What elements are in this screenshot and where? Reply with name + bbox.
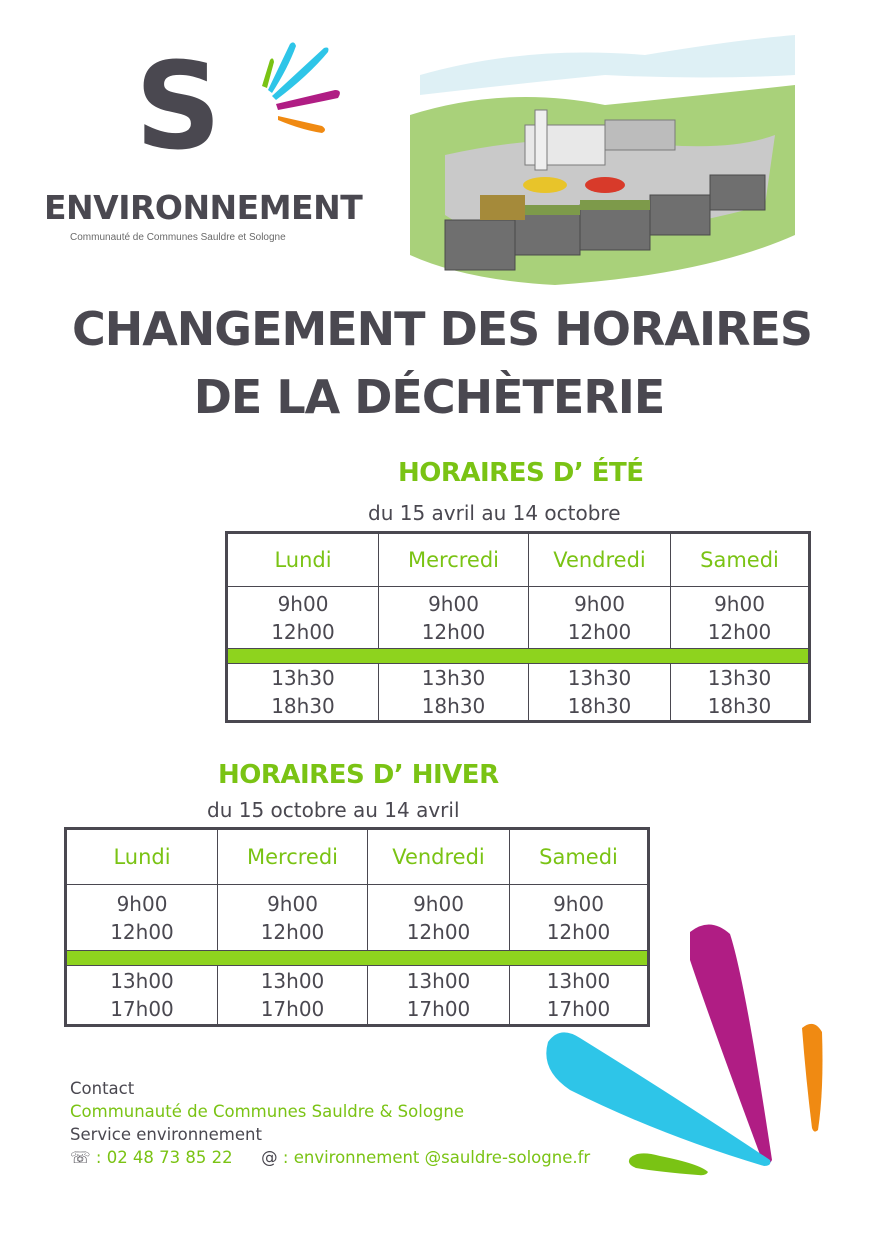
afternoon-row [227,664,810,722]
lunch-break-separator [227,649,810,664]
time-cell: 9h00 12h00 [227,587,379,649]
summer-title: HORAIRES D’ ÉTÉ [398,458,644,488]
contact-heading: Contact [70,1079,135,1098]
headline-line1: CHANGEMENT DES HORAIRES [71,302,813,356]
contact-email[interactable]: : environnement @sauldre-sologne.fr [282,1148,591,1167]
day-wednesday: Mercredi [218,829,368,885]
contact-line [70,1147,590,1169]
day-monday: Lundi [66,829,218,885]
time-cell: 13h00 17h00 [66,966,218,1026]
time-cell: 9h00 12h00 [671,587,810,649]
time-cell: 13h00 17h00 [218,966,368,1026]
contact-organization: Communauté de Communes Sauldre & Sologne [70,1102,465,1121]
time-cell: 9h00 12h00 [510,885,649,951]
headline-line2: DE LA DÉCHÈTERIE [193,370,665,424]
time-cell: 13h30 18h30 [529,664,671,722]
day-wednesday: Mercredi [379,533,529,587]
table-header-row [227,533,810,587]
winter-range: du 15 octobre au 14 avril [207,798,460,822]
logo-wordmark: ENVIRONNEMENT [44,188,363,227]
day-saturday: Samedi [671,533,810,587]
logo-letter: S [135,38,218,177]
contact-phone[interactable]: : 02 48 73 85 22 [95,1148,233,1167]
recycling-center-illustration [405,35,800,295]
day-monday: Lundi [227,533,379,587]
day-friday: Vendredi [368,829,510,885]
winter-title: HORAIRES D’ HIVER [218,760,499,790]
time-cell: 13h00 17h00 [368,966,510,1026]
logo-subtitle: Communauté de Communes Sauldre et Sologne [70,232,286,243]
summer-schedule-table [225,531,811,723]
morning-row [227,587,810,649]
time-cell: 9h00 12h00 [66,885,218,951]
time-cell: 13h00 17h00 [510,966,649,1026]
time-cell: 9h00 12h00 [218,885,368,951]
time-cell: 9h00 12h00 [379,587,529,649]
logo-rays-icon [210,38,350,148]
time-cell: 13h30 18h30 [379,664,529,722]
email-icon: @ [261,1148,278,1167]
phone-icon: ☏ [70,1148,91,1167]
time-cell: 9h00 12h00 [529,587,671,649]
day-friday: Vendredi [529,533,671,587]
time-cell: 9h00 12h00 [368,885,510,951]
time-cell: 13h30 18h30 [227,664,379,722]
day-saturday: Samedi [510,829,649,885]
contact-service: Service environnement [70,1125,262,1144]
time-cell: 13h30 18h30 [671,664,810,722]
summer-range: du 15 avril au 14 octobre [368,501,621,525]
table-header-row [66,829,649,885]
